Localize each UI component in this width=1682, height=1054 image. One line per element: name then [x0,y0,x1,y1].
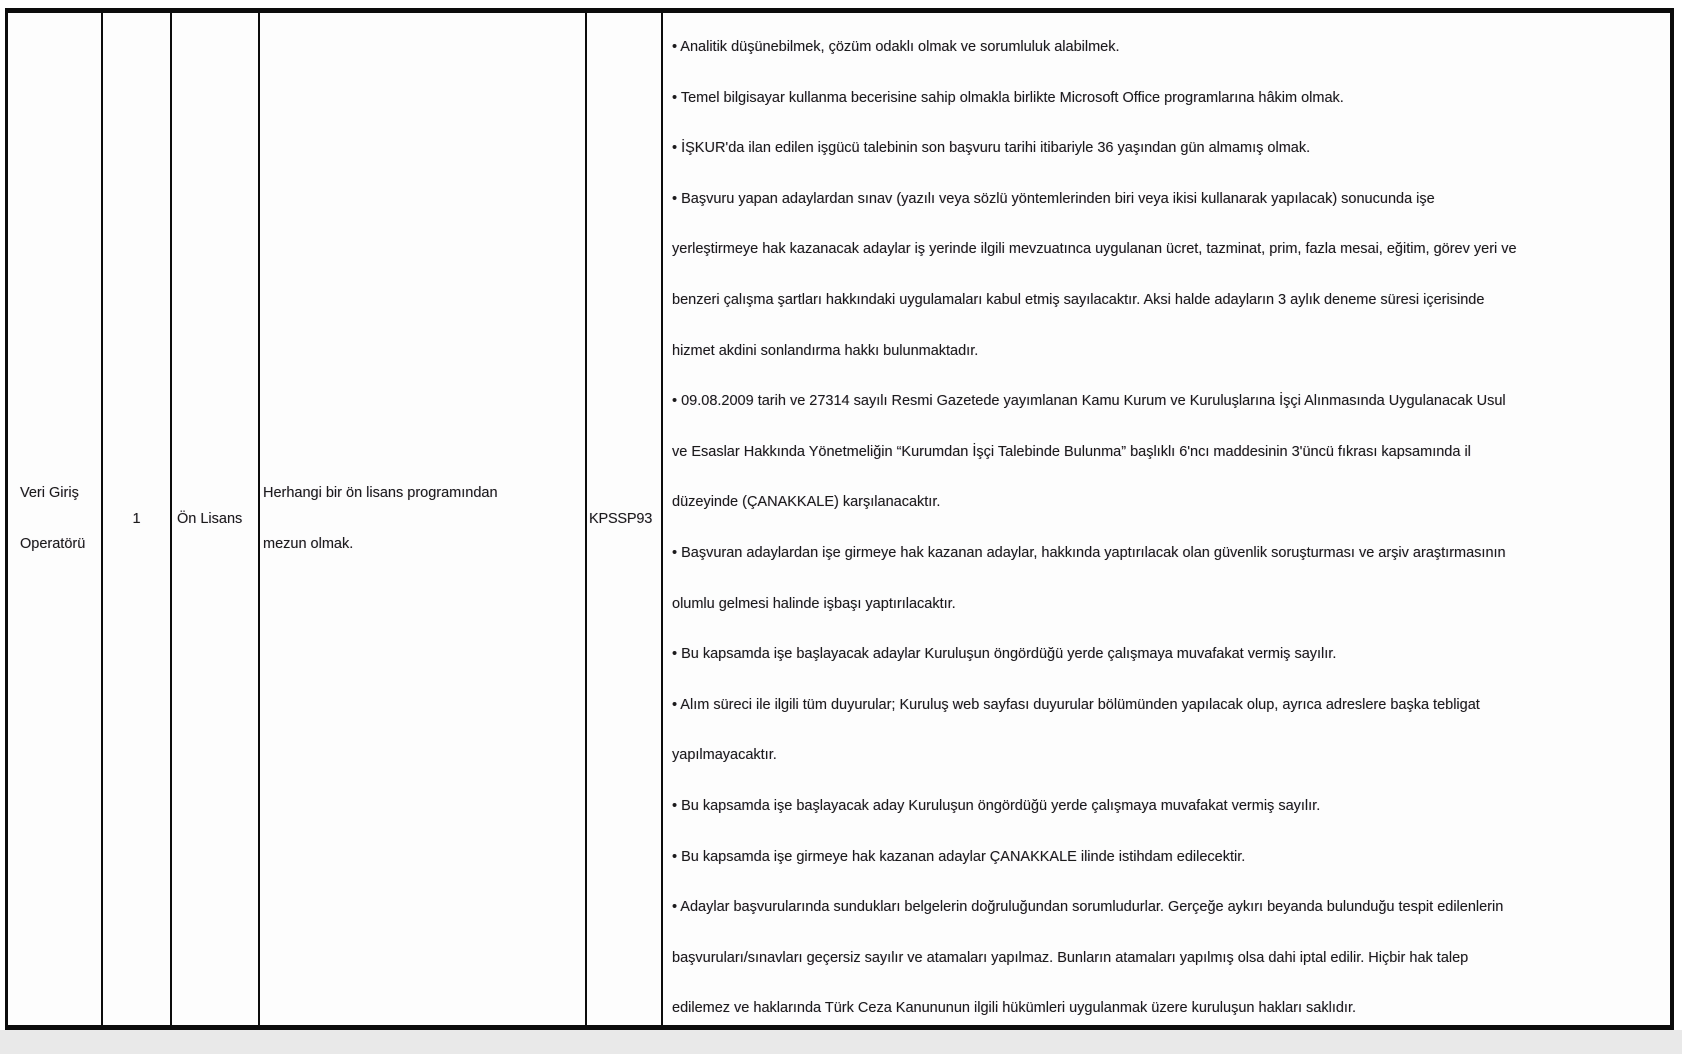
education-requirement-text [260,13,585,1025]
kpss-score-type-value: KPSSP93 [589,510,653,527]
condition-line-bullet-11: • Adaylar başvurularında sundukları belgelerin doğruluğundan sorumludurlar. Gerçeğe aykırı beyanda bulunduğu tespit edilenlerin [672,899,1504,916]
education-requirement-cell [260,13,587,1025]
condition-line-bullet-4: hizmet akdini sonlandırma hakkı bulunmaktadır. [672,342,979,359]
condition-line-bullet-5: • 09.08.2009 tarih ve 27314 sayılı Resmi Gazetede yayımlanan Kamu Kurum ve Kuruluşlarına İşçi Alınmasında Uygulanacak Usul [672,393,1506,410]
condition-line-bullet-9: • Bu kapsamda işe başlayacak aday Kuruluşun öngördüğü yerde çalışmaya muvafakat vermiş sayılır. [672,797,1321,814]
condition-line-bullet-4: • Başvuru yapan adaylardan sınav (yazılı veya sözlü yöntemlerinden biri veya ikisi kullanarak yapılacak) sonucunda işe [672,190,1435,207]
condition-line-bullet-2: • Temel bilgisayar kullanma becerisine sahip olmakla birlikte Microsoft Office programlarına hâkim olmak. [672,89,1344,106]
quota-text [103,13,170,1025]
condition-line-bullet-5: ve Esaslar Hakkında Yönetmeliğin “Kurumdan İşçi Talebinde Bulunma” başlıklı 6'ncı maddesinin 3'üncü fıkrası kapsamında il [672,443,1471,460]
education-level-cell [172,13,260,1025]
education-requirement-line-1: Herhangi bir ön lisans programından [263,485,498,502]
page-bottom-gutter [0,1030,1682,1054]
position-line-1: Veri Giriş [20,485,79,502]
condition-line-bullet-11: başvuruları/sınavları geçersiz sayılır ve atamaları yapılmaz. Bunların atamaları yapılmış olsa dahi iptal edilir. Hiçbir hak talep [672,949,1469,966]
condition-line-bullet-11: edilemez ve haklarında Türk Ceza Kanununun ilgili hükümleri uygulanmak üzere kuruluşun hakları saklıdır. [672,1000,1357,1017]
condition-line-bullet-3: • İŞKUR'da ilan edilen işgücü talebinin son başvuru tarihi itibariyle 36 yaşından gün almamış olmak. [672,140,1311,157]
condition-line-bullet-1: • Analitik düşünebilmek, çözüm odaklı olmak ve sorumluluk alabilmek. [672,39,1120,55]
condition-line-bullet-5: düzeyinde (ÇANAKKALE) karşılanacaktır. [672,494,941,511]
condition-line-bullet-10: • Bu kapsamda işe girmeye hak kazanan adaylar ÇANAKKALE ilinde istihdam edilecektir. [672,848,1246,865]
condition-line-bullet-6: olumlu gelmesi halinde işbaşı yaptırılacaktır. [672,595,956,612]
condition-line-bullet-8: yapılmayacaktır. [672,747,777,764]
kpss-score-type-text [587,13,661,1025]
quota-value: 1 [132,510,141,527]
condition-line-bullet-4: benzeri çalışma şartları hakkındaki uygulamaları kabul etmiş sayılacaktır. Aksi halde adayların 3 aylık deneme süresi içerisinde [672,291,1485,308]
condition-line-bullet-7: • Bu kapsamda işe başlayacak adaylar Kuruluşun öngördüğü yerde çalışmaya muvafakat vermiş sayılır. [672,646,1337,663]
position-text [8,13,101,1025]
job-posting-table [5,8,1674,1030]
position-line-2: Operatörü [20,536,86,552]
condition-line-bullet-6: • Başvuran adaylardan işe girmeye hak kazanan adaylar, hakkında yaptırılacak olan güvenlik soruşturması ve arşiv araştırmasının [672,544,1506,561]
position-cell [8,13,103,1025]
quota-cell [103,13,172,1025]
conditions-cell [663,13,1670,1025]
education-level-value: Ön Lisans [177,510,243,527]
condition-line-bullet-4: yerleştirmeye hak kazanacak adaylar iş yerinde ilgili mevzuatınca uygulanan ücret, tazminat, prim, fazla mesai, eğitim, görev yeri ve [672,241,1517,258]
education-level-text [172,13,258,1025]
condition-line-bullet-8: • Alım süreci ile ilgili tüm duyurular; Kuruluş web sayfası duyurular bölümünden yapılacak olup, ayrıca adreslere başka tebligat [672,696,1480,713]
kpss-score-type-cell [587,13,663,1025]
education-requirement-line-2: mezun olmak. [263,536,354,552]
